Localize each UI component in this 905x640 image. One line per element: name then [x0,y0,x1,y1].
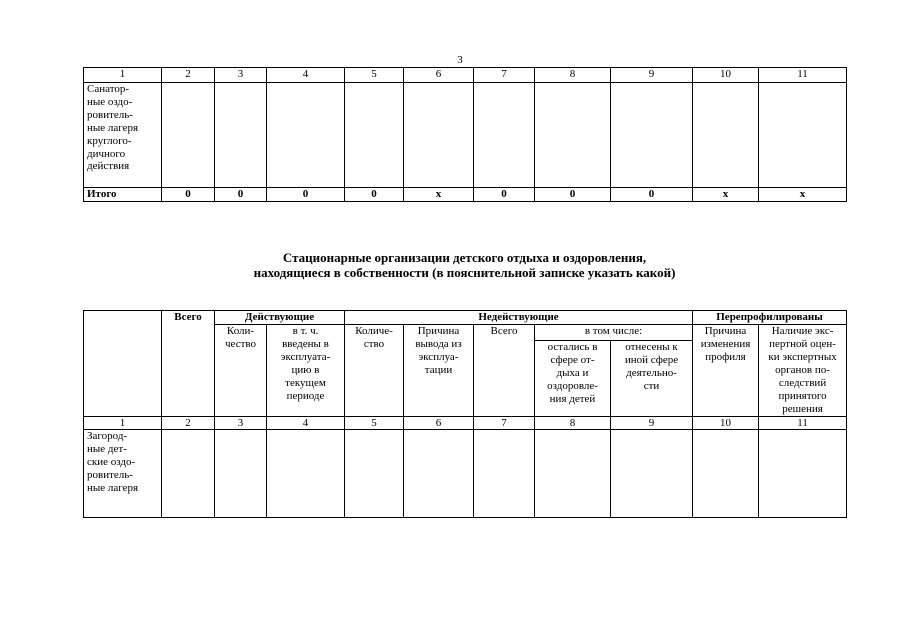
total-value: 0 [535,188,611,202]
subheader-line: Причина [417,325,460,337]
empty-cell [759,430,847,518]
section-title-line: Стационарные организации детского отдыха и оздоровления, [282,250,647,265]
column-number: 3 [215,417,267,430]
empty-cell [611,83,693,188]
subheader-line: Количе- [355,325,393,337]
empty-cell [345,430,404,518]
header-row-group [84,311,847,325]
total-value: х [693,188,759,202]
subheader-kolichestvo-2 [345,325,404,417]
header-empty-corner [84,311,162,417]
subheader-line: чество [225,338,256,350]
row-label-line: ные оздо- [87,95,133,108]
subheader-line: дыха и [556,367,589,380]
row-label-line: действия [87,160,130,173]
row-label-line: ровитель- [87,468,133,481]
column-number: 8 [535,417,611,430]
column-number: 6 [404,417,474,430]
subheader-vsego-2: Всего [474,325,535,417]
row-label-country-camps [84,430,162,518]
header-vsego: Всего [162,311,215,417]
row-label-line: круглого- [87,134,132,147]
total-value: 0 [345,188,404,202]
subheader-line: эксплуа- [418,351,459,363]
subheader-line: в т. ч. [292,325,319,337]
subheader-line: Наличие экс- [771,325,834,337]
subheader-line: Причина [704,325,747,337]
subheader-prichina-vyvoda [404,325,474,417]
empty-cell [267,430,345,518]
column-number: 9 [611,417,693,430]
empty-cell [474,430,535,518]
column-number: 3 [215,68,267,83]
empty-cell [215,430,267,518]
subheader-line: иной сфере [624,354,679,367]
total-value: 0 [267,188,345,202]
subheader-line: оздоровле- [547,380,598,393]
table-sanatorium-camps [83,67,847,202]
subheader-ostalis [535,341,611,417]
subheader-line: текущем [285,377,326,389]
header-nedeystvuyushchie: Недействующие [345,311,693,325]
total-row [84,188,847,202]
header-deystvuyushchie: Действующие [215,311,345,325]
column-number: 5 [345,68,404,83]
column-number-row [84,417,847,430]
column-number: 6 [404,68,474,83]
section-heading [83,250,846,280]
subheader-prichina-izmeneniya [693,325,759,417]
subheader-nalichie [759,325,847,417]
section-title-line: находящиеся в собственности (в пояснительной записке указать какой) [253,265,676,280]
subheader-line: профиля [705,351,746,363]
empty-cell [267,83,345,188]
subheader-line: принятого [778,390,827,402]
empty-cell [474,83,535,188]
subheader-line: решения [782,403,823,415]
total-label: Итого [84,188,162,202]
column-number: 9 [611,68,693,83]
empty-cell [535,83,611,188]
column-number: 4 [267,417,345,430]
table-row [84,430,847,518]
column-number: 7 [474,417,535,430]
subheader-v-tom-chisle: в том числе: [535,325,693,341]
subheader-line: вывода из [415,338,462,350]
column-number: 8 [535,68,611,83]
empty-cell [162,83,215,188]
column-number: 2 [162,417,215,430]
column-number: 11 [759,68,847,83]
subheader-kolichestvo [215,325,267,417]
total-value: х [759,188,847,202]
subheader-line: сфере от- [550,354,595,367]
row-label-line: Санатор- [87,83,130,95]
subheader-line: ния детей [549,393,596,406]
row-label-line: ные дет- [87,442,127,455]
empty-cell [759,83,847,188]
header-pereprofilirovany: Перепрофилированы [693,311,847,325]
empty-cell [693,83,759,188]
subheader-line: Коли- [226,325,255,337]
page-number: 3 [457,54,463,66]
column-number: 7 [474,68,535,83]
empty-cell [535,430,611,518]
empty-cell [611,430,693,518]
row-label-line: ные лагеря [87,121,139,134]
subheader-line: ки экспертных [768,351,837,363]
empty-cell [215,83,267,188]
empty-cell [693,430,759,518]
table-row [84,83,847,188]
total-value: 0 [162,188,215,202]
subheader-line: цию в [291,364,320,376]
subheader-line: ство [363,338,385,350]
total-value: 0 [215,188,267,202]
column-number: 5 [345,417,404,430]
column-number: 11 [759,417,847,430]
empty-cell [404,83,474,188]
total-value: 0 [474,188,535,202]
column-number-row [84,68,847,83]
subheader-vvedeny [267,325,345,417]
column-number: 2 [162,68,215,83]
subheader-line: периоде [286,390,325,402]
subheader-line: отнесены к [625,341,678,354]
row-label-line: ные лагеря [87,481,139,494]
empty-cell [345,83,404,188]
total-value: 0 [611,188,693,202]
column-number: 10 [693,68,759,83]
subheader-line: следствий [778,377,827,389]
subheader-otneseny [611,341,693,417]
row-label-line: ские оздо- [87,455,136,468]
empty-cell [404,430,474,518]
row-label-line: ровитель- [87,108,133,121]
empty-cell [162,430,215,518]
column-number: 1 [84,68,162,83]
row-label-line: Загород- [87,430,128,442]
column-number: 10 [693,417,759,430]
subheader-line: эксплуата- [280,351,331,363]
subheader-line: введены в [282,338,329,350]
row-label-sanatorium-camps [84,83,162,188]
subheader-line: органов по- [775,364,830,376]
column-number: 4 [267,68,345,83]
subheader-line: деятельно- [626,367,677,380]
table-stationary-organizations [83,310,847,518]
row-label-line: дичного [87,147,126,160]
total-value: х [404,188,474,202]
subheader-line: тации [424,364,453,376]
subheader-line: изменения [700,338,751,350]
column-number: 1 [84,417,162,430]
subheader-line: остались в [547,341,598,354]
subheader-line: сти [643,380,660,393]
subheader-line: пертной оцен- [769,338,836,350]
